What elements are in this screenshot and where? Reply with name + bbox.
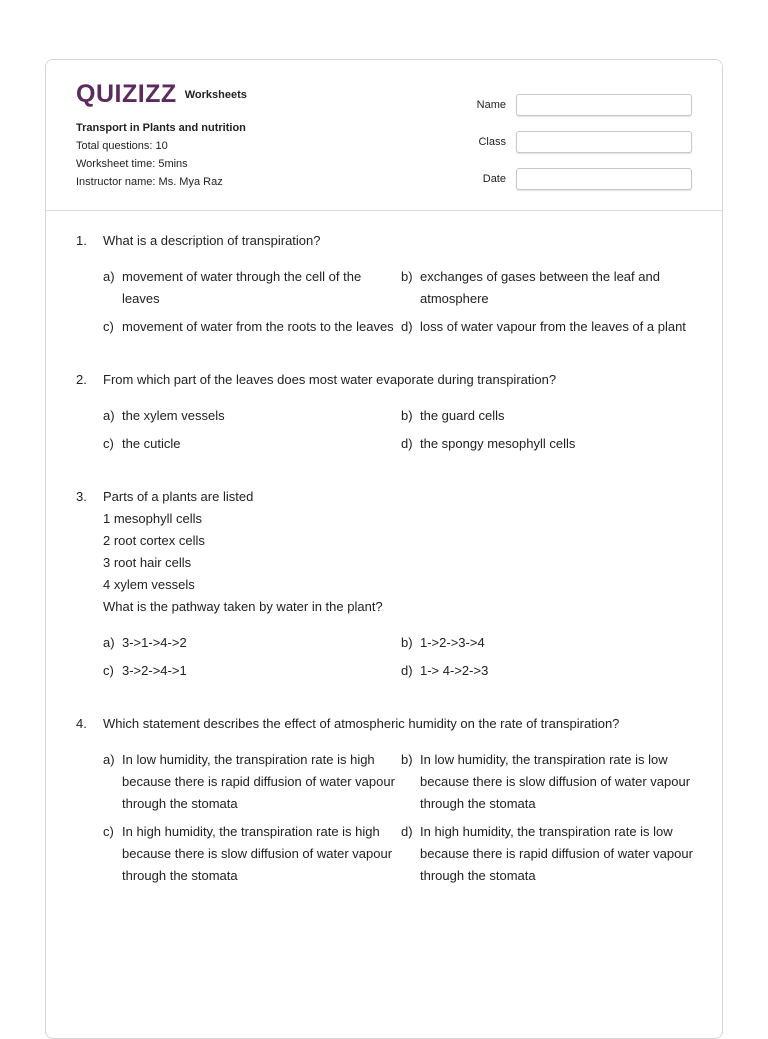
option-letter: b) <box>401 408 413 423</box>
option-text: the guard cells <box>420 408 505 423</box>
option-letter: b) <box>401 635 413 650</box>
option-text: In high humidity, the transpiration rate is high because there is slow diffusion of water vapour through the stomata <box>122 824 393 883</box>
answer-options <box>76 749 696 887</box>
option-text: 3->1->4->2 <box>122 635 187 650</box>
question-stem <box>76 713 696 735</box>
worksheet-title: Transport in Plants and nutrition <box>76 122 246 134</box>
answer-options <box>76 266 696 338</box>
answer-option[interactable] <box>103 632 401 654</box>
option-letter: c) <box>103 663 114 678</box>
name-label: Name <box>476 98 506 111</box>
option-letter: c) <box>103 319 114 334</box>
class-row <box>452 123 692 160</box>
class-field[interactable] <box>516 131 692 153</box>
option-letter: a) <box>103 408 115 423</box>
question-number: 4. <box>76 716 87 731</box>
question-2 <box>76 369 696 455</box>
option-letter: d) <box>401 824 413 839</box>
question-text: Which statement describes the effect of atmospheric humidity on the rate of transpiration? <box>103 716 620 731</box>
worksheet-header <box>46 60 722 211</box>
worksheet-meta <box>76 119 246 191</box>
option-text: movement of water from the roots to the leaves <box>122 319 394 334</box>
option-text: 1-> 4->2->3 <box>420 663 489 678</box>
option-text: the spongy mesophyll cells <box>420 436 576 451</box>
date-label: Date <box>482 172 506 185</box>
option-letter: c) <box>103 824 114 839</box>
name-row <box>452 86 692 123</box>
option-letter: d) <box>401 319 413 334</box>
answer-option[interactable] <box>401 749 701 815</box>
question-number: 3. <box>76 489 87 504</box>
option-letter: a) <box>103 635 115 650</box>
answer-options <box>76 632 696 682</box>
option-text: the xylem vessels <box>122 408 225 423</box>
answer-option[interactable] <box>103 316 401 338</box>
answer-option[interactable] <box>103 821 401 887</box>
answer-option[interactable] <box>401 433 701 455</box>
logo-subtitle: Worksheets <box>184 88 247 101</box>
option-text: the cuticle <box>122 436 181 451</box>
option-text: In low humidity, the transpiration rate is low because there is slow diffusion of water vapour through the stomata <box>420 752 691 811</box>
option-text: 3->2->4->1 <box>122 663 187 678</box>
question-number: 1. <box>76 233 87 248</box>
worksheet-time: Worksheet time: 5mins <box>76 158 188 170</box>
answer-option[interactable] <box>401 316 701 338</box>
option-letter: b) <box>401 269 413 284</box>
answer-option[interactable] <box>103 405 401 427</box>
answer-option[interactable] <box>401 660 701 682</box>
worksheet-card <box>45 59 723 1039</box>
class-label: Class <box>478 135 506 148</box>
answer-option[interactable] <box>401 821 701 887</box>
student-fields <box>452 86 692 197</box>
answer-option[interactable] <box>103 266 401 310</box>
answer-option[interactable] <box>103 749 401 815</box>
question-stem <box>76 369 696 391</box>
date-field[interactable] <box>516 168 692 190</box>
total-questions: Total questions: 10 <box>76 140 168 152</box>
answer-option[interactable] <box>401 405 701 427</box>
option-text: In low humidity, the transpiration rate is high because there is rapid diffusion of water vapour through the stomata <box>122 752 395 811</box>
option-text: movement of water through the cell of the leaves <box>122 269 362 306</box>
question-stem <box>76 486 696 618</box>
logo-wordmark: QUIZIZZ <box>76 80 177 108</box>
option-text: loss of water vapour from the leaves of a plant <box>420 319 686 334</box>
answer-option[interactable] <box>103 660 401 682</box>
name-field[interactable] <box>516 94 692 116</box>
option-text: In high humidity, the transpiration rate is low because there is rapid diffusion of water vapour through the stomata <box>420 824 693 883</box>
quizizz-logo <box>76 80 247 109</box>
option-letter: a) <box>103 269 115 284</box>
question-number: 2. <box>76 372 87 387</box>
option-letter: d) <box>401 436 413 451</box>
answer-option[interactable] <box>103 433 401 455</box>
question-1 <box>76 230 696 338</box>
question-text: What is a description of transpiration? <box>103 233 321 248</box>
option-text: exchanges of gases between the leaf and atmosphere <box>420 269 660 306</box>
instructor-name: Instructor name: Ms. Mya Raz <box>76 176 223 188</box>
option-text: 1->2->3->4 <box>420 635 485 650</box>
option-letter: b) <box>401 752 413 767</box>
question-list <box>76 230 696 918</box>
option-letter: c) <box>103 436 114 451</box>
question-text: From which part of the leaves does most water evaporate during transpiration? <box>103 372 557 387</box>
option-letter: a) <box>103 752 115 767</box>
answer-option[interactable] <box>401 266 701 310</box>
answer-options <box>76 405 696 455</box>
date-row <box>452 160 692 197</box>
question-stem <box>76 230 696 252</box>
answer-option[interactable] <box>401 632 701 654</box>
option-letter: d) <box>401 663 413 678</box>
question-4 <box>76 713 696 887</box>
question-text: Parts of a plants are listed 1 mesophyll cells 2 root cortex cells 3 root hair cells 4 xylem vessels What is the pathway taken by water in the plant? <box>103 489 383 614</box>
question-3 <box>76 486 696 682</box>
